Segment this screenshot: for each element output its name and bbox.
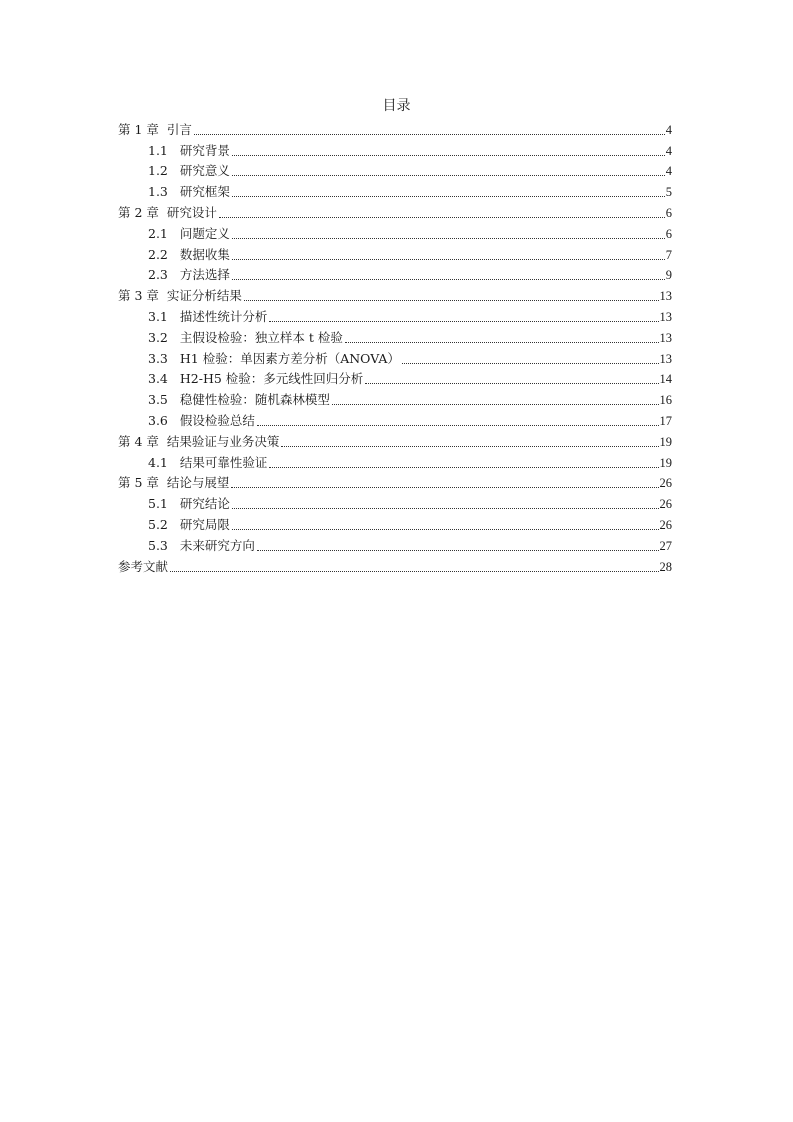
toc-leader	[232, 279, 665, 280]
toc-entry-text: 参考文献	[118, 558, 169, 574]
toc-entry[interactable]	[118, 555, 672, 576]
toc-list	[118, 118, 672, 576]
toc-entry[interactable]	[118, 139, 672, 160]
toc-entry-page: 14	[659, 372, 672, 387]
toc-leader	[269, 467, 658, 468]
toc-entry-page: 5	[665, 185, 672, 200]
toc-entry-text: 研究设计	[166, 204, 217, 220]
toc-entry-number: 2.1	[148, 225, 168, 241]
toc-entry[interactable]	[118, 534, 672, 555]
toc-entry-page: 9	[665, 268, 672, 283]
toc-entry-page: 4	[665, 143, 672, 158]
toc-title: 目录	[382, 98, 411, 114]
toc-entry-number: 第 2 章	[118, 204, 159, 220]
toc-leader	[281, 446, 658, 447]
toc-entry-text: 数据收集	[179, 246, 230, 262]
toc-entry-page: 28	[659, 559, 672, 574]
toc-leader	[232, 196, 665, 197]
toc-entry[interactable]	[118, 388, 672, 409]
toc-entry[interactable]	[118, 430, 672, 451]
toc-entry[interactable]	[118, 513, 672, 534]
toc-entry[interactable]	[118, 222, 672, 243]
toc-entry-number: 5.2	[148, 516, 168, 532]
toc-entry-text: 主假设检验：独立样本 t 检验	[179, 329, 343, 345]
toc-entry[interactable]	[118, 368, 672, 389]
toc-entry-number: 5.3	[148, 537, 168, 553]
toc-entry[interactable]	[118, 264, 672, 285]
toc-entry-page: 26	[659, 476, 672, 491]
toc-entry-number: 第 4 章	[118, 433, 159, 449]
toc-entry-text: 研究框架	[179, 184, 230, 200]
toc-entry-text: 研究背景	[179, 142, 230, 158]
toc-entry[interactable]	[118, 472, 672, 493]
toc-entry[interactable]	[118, 201, 672, 222]
toc-entry-page: 13	[659, 351, 672, 366]
toc-entry-page: 6	[665, 226, 672, 241]
toc-leader	[194, 134, 665, 135]
toc-leader	[232, 259, 665, 260]
toc-leader	[232, 155, 665, 156]
toc-entry-page: 27	[659, 538, 672, 553]
toc-entry[interactable]	[118, 160, 672, 181]
toc-entry-number: 第 3 章	[118, 288, 159, 304]
toc-entry[interactable]	[118, 118, 672, 139]
toc-leader	[232, 508, 659, 509]
toc-entry-text: 研究意义	[179, 163, 230, 179]
toc-leader	[219, 217, 665, 218]
toc-leader	[257, 550, 659, 551]
toc-entry-number: 5.1	[148, 496, 168, 512]
toc-leader	[232, 529, 659, 530]
toc-leader	[345, 342, 659, 343]
toc-entry-page: 4	[665, 122, 672, 137]
toc-leader	[170, 571, 658, 572]
toc-entry[interactable]	[118, 180, 672, 201]
toc-leader	[232, 238, 665, 239]
toc-leader	[244, 300, 659, 301]
toc-leader	[257, 425, 659, 426]
toc-entry-page: 26	[659, 517, 672, 532]
toc-entry-text: 结果验证与业务决策	[166, 433, 280, 449]
toc-leader	[232, 175, 665, 176]
toc-entry-page: 19	[659, 455, 672, 470]
toc-entry-page: 4	[665, 164, 672, 179]
toc-entry-page: 7	[665, 247, 672, 262]
toc-entry[interactable]	[118, 492, 672, 513]
toc-entry-number: 3.2	[148, 329, 168, 345]
toc-entry-number: 1.3	[148, 184, 168, 200]
toc-entry-page: 13	[659, 330, 672, 345]
toc-entry-number: 第 1 章	[118, 121, 159, 137]
toc-entry-page: 16	[659, 393, 672, 408]
toc-entry-text: 描述性统计分析	[179, 308, 268, 324]
toc-entry[interactable]	[118, 451, 672, 472]
toc-leader	[402, 363, 659, 364]
toc-entry-text: 结论与展望	[166, 475, 230, 491]
toc-entry-text: 结果可靠性验证	[179, 454, 268, 470]
toc-entry-number: 4.1	[148, 454, 168, 470]
toc-entry-number: 2.2	[148, 246, 168, 262]
toc-entry-page: 6	[665, 205, 672, 220]
toc-entry-text: 方法选择	[179, 267, 230, 283]
toc-entry-text: 研究局限	[179, 516, 230, 532]
toc-entry-page: 26	[659, 497, 672, 512]
toc-leader	[231, 487, 658, 488]
toc-entry[interactable]	[118, 305, 672, 326]
toc-entry-text: 引言	[166, 121, 192, 137]
toc-entry[interactable]	[118, 243, 672, 264]
toc-entry-number: 1.2	[148, 163, 168, 179]
toc-entry-text: 研究结论	[179, 496, 230, 512]
toc-leader	[269, 321, 658, 322]
toc-entry-page: 17	[659, 413, 672, 428]
toc-entry-number: 1.1	[148, 142, 168, 158]
toc-entry-text: 未来研究方向	[179, 537, 255, 553]
toc-entry-page: 13	[659, 309, 672, 324]
toc-entry-number: 3.6	[148, 412, 168, 428]
toc-leader	[365, 383, 658, 384]
toc-entry-text: 实证分析结果	[166, 288, 242, 304]
toc-entry-number: 3.4	[148, 371, 168, 387]
toc-entry-number: 2.3	[148, 267, 168, 283]
toc-entry[interactable]	[118, 409, 672, 430]
toc-entry-text: H1 检验：单因素方差分析（ANOVA）	[179, 350, 400, 366]
toc-entry-number: 3.5	[148, 392, 168, 408]
toc-entry[interactable]	[118, 347, 672, 368]
toc-entry-text: 假设检验总结	[179, 412, 255, 428]
toc-entry-text: 稳健性检验：随机森林模型	[179, 392, 330, 408]
toc-entry-number: 3.1	[148, 308, 168, 324]
toc-entry-text: 问题定义	[179, 225, 230, 241]
toc-entry-number: 3.3	[148, 350, 168, 366]
toc-entry-page: 19	[659, 434, 672, 449]
toc-entry-number: 第 5 章	[118, 475, 159, 491]
toc-entry-text: H2-H5 检验：多元线性回归分析	[179, 371, 364, 387]
toc-entry-page: 13	[659, 289, 672, 304]
toc-entry[interactable]	[118, 326, 672, 347]
toc-entry[interactable]	[118, 284, 672, 305]
toc-leader	[332, 404, 659, 405]
